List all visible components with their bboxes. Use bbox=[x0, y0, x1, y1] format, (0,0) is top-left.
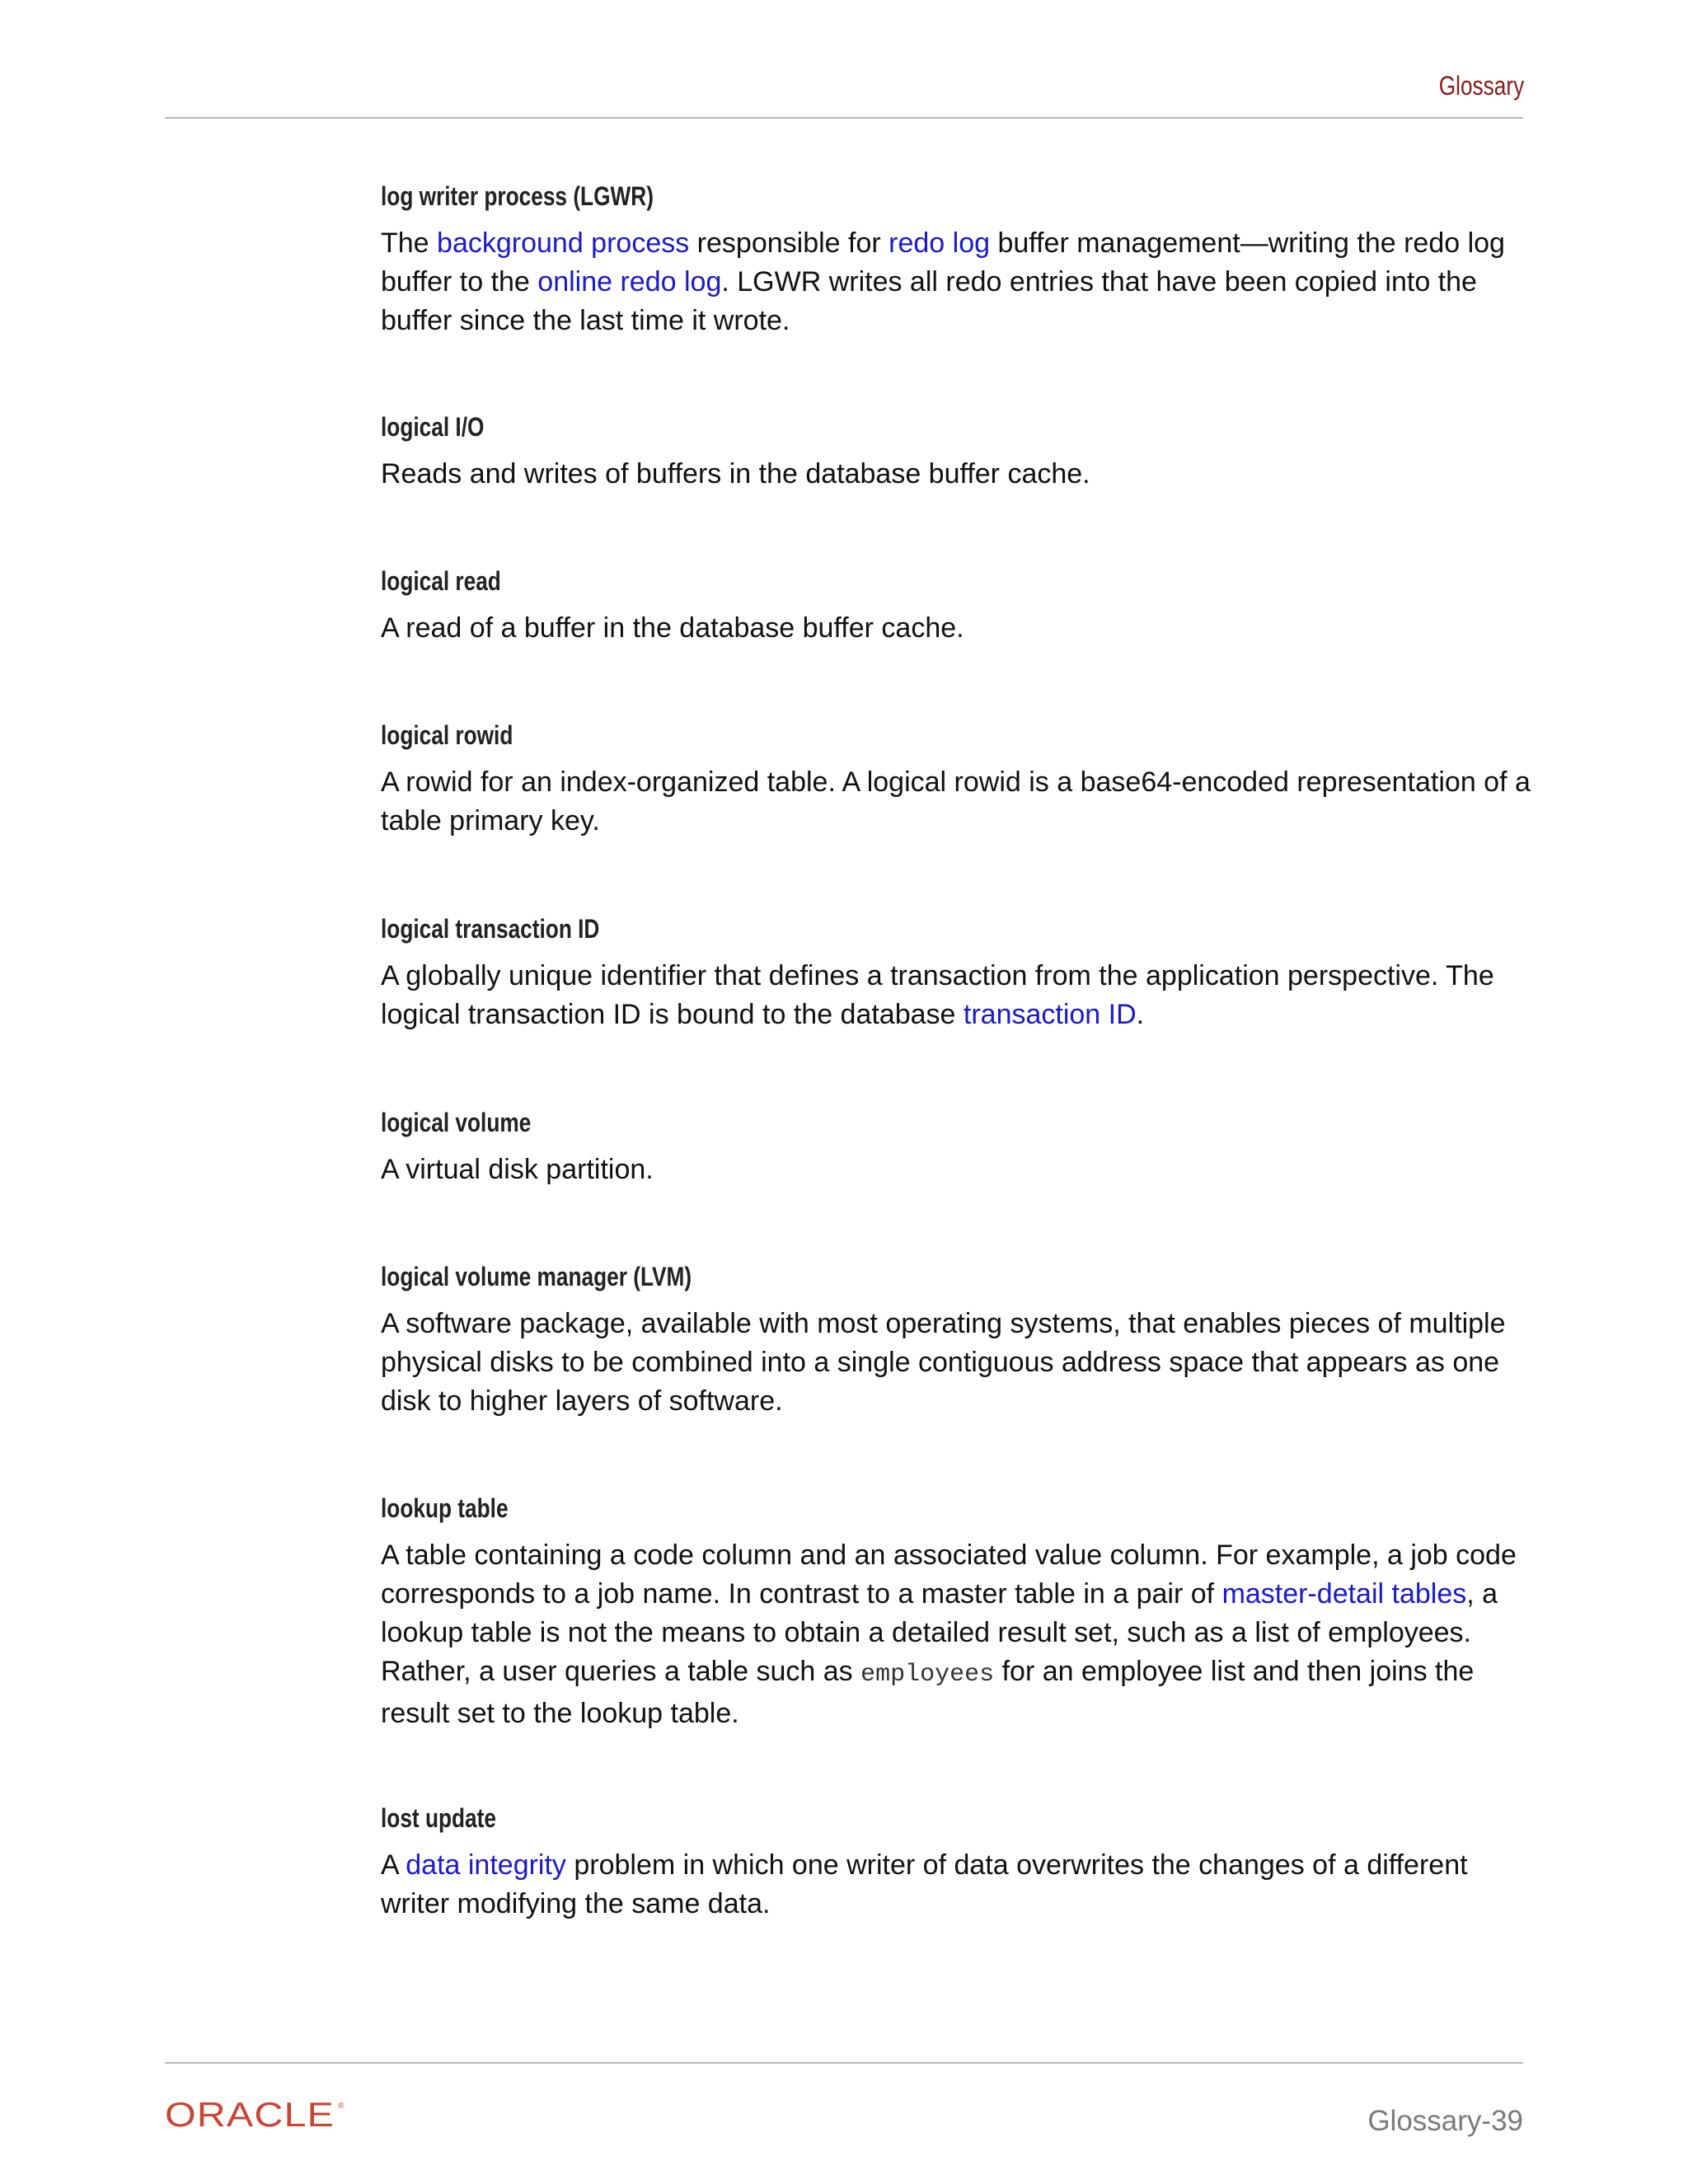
glossary-definition bbox=[381, 957, 1535, 1034]
definition-text: , a lookup table is not the means to obtain a detailed result set, such as a list of employees. Rather, a user queries a table such as bbox=[381, 1578, 1498, 1687]
definition-text: A table containing a code column and an associated value column. For example, a job code corresponds to a job name. In contrast to a master table in a pair of bbox=[381, 1540, 1517, 1610]
oracle-logo-text: ORACLE bbox=[165, 2098, 335, 2131]
glossary-term: logical rowid bbox=[381, 720, 513, 750]
glossary-term: log writer process (LGWR) bbox=[381, 181, 654, 211]
glossary-entry bbox=[381, 1802, 1535, 1924]
definition-text: for an employee list and then joins the result set to the lookup table. bbox=[381, 1656, 1475, 1729]
cross-reference-link[interactable]: data integrity bbox=[406, 1849, 566, 1881]
glossary-definition bbox=[381, 609, 1535, 648]
definition-text: A globally unique identifier that defines a transaction from the application perspective. The logical transaction ID is bound to the database bbox=[381, 960, 1494, 1030]
glossary-entry bbox=[381, 1260, 1535, 1421]
glossary-entry bbox=[381, 719, 1535, 841]
glossary-definition bbox=[381, 763, 1535, 841]
definition-text: buffer management—writing the redo log buffer to the bbox=[381, 227, 1505, 298]
definition-text: A rowid for an index-organized table. A logical rowid is a base64-encoded representation of a table primary key. bbox=[381, 766, 1531, 837]
cross-reference-link[interactable]: transaction ID bbox=[963, 999, 1137, 1030]
glossary-term: lost update bbox=[381, 1803, 496, 1833]
glossary-entry bbox=[381, 410, 1535, 494]
definition-text: A read of a buffer in the database buffer cache. bbox=[381, 612, 964, 644]
definition-text: A virtual disk partition. bbox=[381, 1154, 654, 1185]
definition-text: . bbox=[1136, 999, 1145, 1030]
oracle-logo bbox=[165, 2098, 348, 2131]
code-literal: employees bbox=[860, 1661, 995, 1689]
glossary-term: logical I/O bbox=[381, 412, 485, 442]
glossary-entry bbox=[381, 180, 1535, 340]
header-title: Glossary bbox=[1438, 71, 1524, 101]
cross-reference-link[interactable]: master-detail tables bbox=[1221, 1578, 1467, 1610]
glossary-term: logical volume bbox=[381, 1108, 532, 1137]
definition-text: . LGWR writes all redo entries that have been copied into the buffer since the last time it wrote. bbox=[381, 266, 1477, 336]
definition-text: responsible for bbox=[689, 227, 889, 259]
cross-reference-link[interactable]: online redo log bbox=[537, 266, 722, 298]
definition-text: A bbox=[381, 1849, 406, 1881]
glossary-entry bbox=[381, 1492, 1535, 1733]
glossary-term: logical transaction ID bbox=[381, 914, 600, 944]
glossary-definition bbox=[381, 1151, 1535, 1189]
header-divider bbox=[165, 117, 1523, 119]
glossary-entry bbox=[381, 912, 1535, 1034]
definition-text: The bbox=[381, 227, 438, 259]
svg-text:®: ® bbox=[338, 2102, 345, 2111]
footer-divider bbox=[165, 2062, 1523, 2064]
cross-reference-link[interactable]: background process bbox=[437, 227, 690, 259]
glossary-term: logical volume manager (LVM) bbox=[381, 1262, 692, 1291]
glossary-term: lookup table bbox=[381, 1493, 509, 1523]
page-number: Glossary-39 bbox=[1367, 2105, 1523, 2137]
glossary-definition bbox=[381, 1305, 1535, 1421]
glossary-definition bbox=[381, 1536, 1535, 1733]
definition-text: problem in which one writer of data overwrites the changes of a different writer modifying the same data. bbox=[381, 1849, 1468, 1919]
definition-text: Reads and writes of buffers in the database buffer cache. bbox=[381, 458, 1090, 490]
cross-reference-link[interactable]: redo log bbox=[889, 227, 991, 259]
glossary-term: logical read bbox=[381, 566, 501, 596]
glossary-entry bbox=[381, 1106, 1535, 1189]
definition-text: A software package, available with most operating systems, that enables pieces of multiple physical disks to be combined into a single contiguous address space that appears as one disk to higher layers of software. bbox=[381, 1308, 1506, 1417]
glossary-definition bbox=[381, 224, 1535, 340]
glossary-definition bbox=[381, 1846, 1535, 1924]
glossary-definition bbox=[381, 455, 1535, 494]
glossary-entry bbox=[381, 565, 1535, 648]
